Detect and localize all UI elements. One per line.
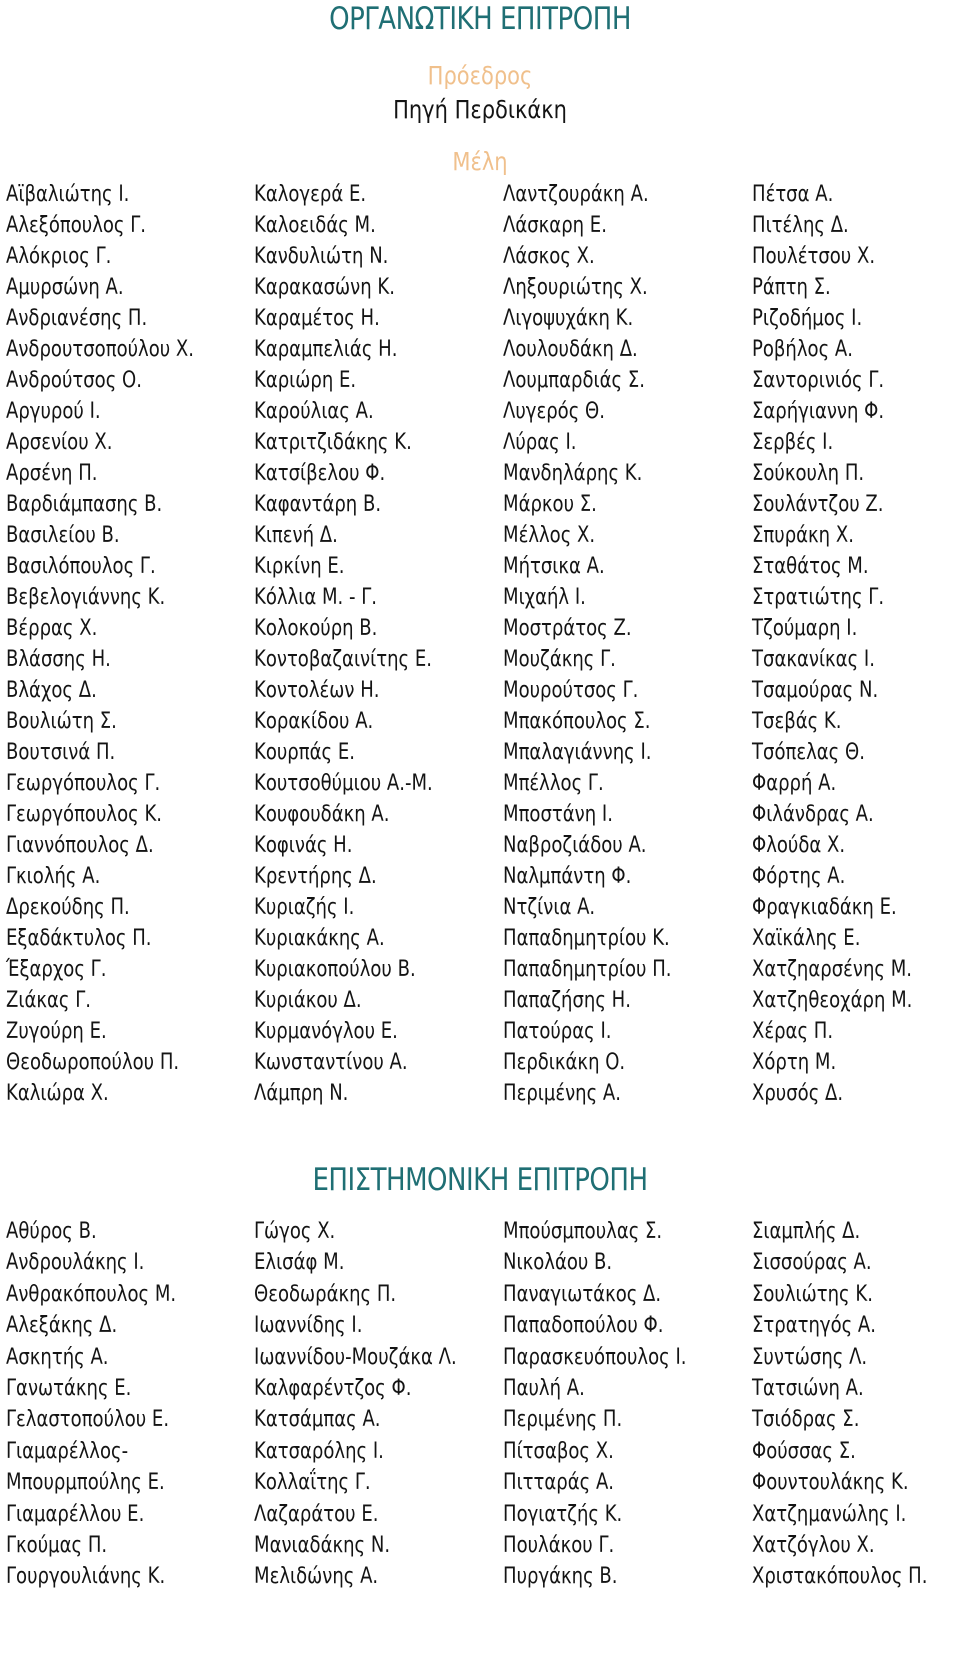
member-name: Αλεξόπουλος Γ. [6,213,147,238]
member-name: Κατριτζιδάκης Κ. [254,430,412,455]
member-name: Γουργουλιάνης Κ. [6,1564,166,1590]
member-name: Τσιόδρας Σ. [752,1407,860,1433]
member-name: Σούκουλη Π. [752,461,865,486]
scientific-members-column-3 [503,1216,743,1593]
member-name: Καλογερά Ε. [254,182,367,207]
member-name: Κιπενή Δ. [254,523,338,548]
member-name: Καραμέτος Η. [254,306,380,331]
member-name: Κυριακάκης Α. [254,926,385,951]
member-name: Φιλάνδρας Α. [752,802,874,827]
member-name: Κορακίδου Α. [254,709,374,734]
member-name: Γιαννόπουλος Δ. [6,833,154,858]
member-name: Σταθάτος Μ. [752,554,869,579]
member-name: Τζούμαρη Ι. [752,616,858,641]
member-name: Λιγοψυχάκη Κ. [503,306,634,331]
member-name: Δρεκούδης Π. [6,895,130,920]
member-name: Μπακόπουλος Σ. [503,709,651,734]
member-name: Ιωαννίδου-Μουζάκα Λ. [254,1344,457,1370]
member-name: Βεβελογιάννης Κ. [6,585,166,610]
member-name: Ανδρουτσοπούλου Χ. [6,337,195,362]
member-name: Καραμπελιάς Η. [254,337,398,362]
member-name: Σαντορινιός Γ. [752,368,885,393]
member-name: Καλιώρα Χ. [6,1081,109,1106]
member-name: Σπυράκη Χ. [752,523,854,548]
member-name: Κουτσοθύμιου Α.-Μ. [254,771,433,796]
member-name: Παπαδημητρίου Π. [503,957,672,982]
member-name: Γιαμαρέλλου Ε. [6,1501,145,1527]
member-name: Χριστακόπουλος Π. [752,1564,928,1590]
member-name: Κοντοβαζαινίτης Ε. [254,647,432,672]
member-name: Μπαλαγιάννης Ι. [503,740,652,765]
member-name: Γώγος Χ. [254,1219,336,1244]
member-name: Θεοδωράκης Π. [254,1281,397,1307]
member-name: Έξαρχος Γ. [6,957,107,982]
member-name: Φουντουλάκης Κ. [752,1470,909,1496]
member-name: Ροβήλος Α. [752,337,853,362]
member-name: Μπέλλος Γ. [503,771,604,796]
member-name: Ανδρουλάκης Ι. [6,1250,145,1276]
member-name: Βέρρας Χ. [6,616,98,641]
member-name: Λαζαράτου Ε. [254,1501,379,1527]
member-name: Μανδηλάρης Κ. [503,461,643,486]
member-name: Κυριάκου Δ. [254,988,362,1013]
member-name: Ασκητής Α. [6,1344,109,1370]
member-name: Τσεβάς Κ. [752,709,842,734]
organizing-members-column-3 [503,179,743,1109]
member-name: Περιμένης Π. [503,1407,623,1433]
member-name: Τατσιώνη Α. [752,1375,864,1401]
member-name: Κόλλια Μ. - Γ. [254,585,378,610]
member-name: Πίτσαβος Χ. [503,1438,614,1464]
member-name: Γιαμαρέλλος- [6,1438,129,1464]
member-name: Κιρκίνη Ε. [254,554,345,579]
member-name: Μανιαδάκης Ν. [254,1532,391,1558]
member-name: Καφαντάρη Β. [254,492,382,517]
member-name: Μέλλος Χ. [503,523,596,548]
member-name: Πουλάκου Γ. [503,1532,615,1558]
member-name: Αρσένη Π. [6,461,98,486]
member-name: Κουφουδάκη Α. [254,802,390,827]
member-name: Καριώρη Ε. [254,368,357,393]
member-name: Σισσούρας Α. [752,1250,872,1276]
president-name: Πηγή Περδικάκη [393,95,567,124]
member-name: Εξαδάκτυλος Π. [6,926,152,951]
member-name: Παναγιωτάκος Δ. [503,1281,662,1307]
member-name: Στρατιώτης Γ. [752,585,885,610]
member-name: Παρασκευόπουλος Ι. [503,1344,687,1370]
member-name: Χέρας Π. [752,1019,834,1044]
member-name: Βλάχος Δ. [6,678,97,703]
member-name: Αμυρσώνη Α. [6,275,124,300]
member-name: Φούσσας Σ. [752,1438,856,1464]
member-name: Κυριαζής Ι. [254,895,355,920]
member-name: Ανδριανέσης Π. [6,306,148,331]
member-name: Κατσίβελου Φ. [254,461,386,486]
scientific-members-column-4 [752,1216,957,1593]
member-name: Πογιατζής Κ. [503,1501,623,1527]
member-name: Σαρήγιαννη Φ. [752,399,885,424]
member-name: Χαϊκάλης Ε. [752,926,861,951]
member-name: Μουζάκης Γ. [503,647,616,672]
member-name: Περδικάκη Ο. [503,1050,626,1075]
member-name: Χόρτη Μ. [752,1050,837,1075]
member-name: Πιτταράς Α. [503,1470,615,1496]
member-name: Ληξουριώτης Χ. [503,275,648,300]
member-name: Γανωτάκης Ε. [6,1375,132,1401]
member-name: Γεωργόπουλος Γ. [6,771,161,796]
scientific-members-column-2 [254,1216,494,1593]
member-name: Βλάσσης Η. [6,647,111,672]
member-name: Λάμπρη Ν. [254,1081,349,1106]
scientific-committee-title: ΕΠΙΣΤΗΜΟΝΙΚΗ ΕΠΙΤΡΟΠΗ [312,1162,648,1198]
member-name: Ιωαννίδης Ι. [254,1313,363,1339]
member-name: Μποστάνη Ι. [503,802,613,827]
member-name: Κωνσταντίνου Α. [254,1050,408,1075]
member-name: Καρούλιας Α. [254,399,374,424]
member-name: Θεοδωροπούλου Π. [6,1050,180,1075]
member-name: Κολλαΐτης Γ. [254,1470,371,1496]
president-label: Πρόεδρος [427,61,533,90]
members-label: Μέλη [452,147,508,176]
member-name: Μπουρμπούλης Ε. [6,1470,165,1496]
member-name: Φόρτης Α. [752,864,846,889]
member-name: Κυριακοπούλου Β. [254,957,416,982]
member-name: Λαντζουράκη Α. [503,182,649,207]
member-name: Χατζόγλου Χ. [752,1532,875,1558]
member-name: Πυργάκης Β. [503,1564,618,1590]
member-name: Λύρας Ι. [503,430,577,455]
organizing-committee-title: ΟΡΓΑΝΩΤΙΚΗ ΕΠΙΤΡΟΠΗ [329,1,631,37]
member-name: Στρατηγός Α. [752,1313,877,1339]
member-name: Πατούρας Ι. [503,1019,612,1044]
member-name: Μιχαήλ Ι. [503,585,586,610]
member-name: Λουλουδάκη Δ. [503,337,638,362]
member-name: Νικολάου Β. [503,1250,613,1276]
member-name: Μάρκου Σ. [503,492,597,517]
member-name: Αθύρος Β. [6,1219,97,1244]
member-name: Τσακανίκας Ι. [752,647,875,672]
member-name: Αλόκριος Γ. [6,244,112,269]
member-name: Βασιλείου Β. [6,523,120,548]
member-name: Βαρδιάμπασης Β. [6,492,163,517]
member-name: Κατσαρόλης Ι. [254,1438,384,1464]
member-name: Κρεντήρης Δ. [254,864,377,889]
member-name: Καρακασώνη Κ. [254,275,395,300]
member-name: Λυγερός Θ. [503,399,605,424]
member-name: Λάσκαρη Ε. [503,213,607,238]
member-name: Ράπτη Σ. [752,275,831,300]
member-name: Μελιδώνης Α. [254,1564,379,1590]
member-name: Γελαστοπούλου Ε. [6,1407,170,1433]
member-name: Ελισάφ Μ. [254,1250,345,1276]
member-name: Χρυσός Δ. [752,1081,844,1106]
member-name: Μουρούτσος Γ. [503,678,639,703]
member-name: Παυλή Α. [503,1375,585,1401]
member-name: Ζιάκας Γ. [6,988,91,1013]
member-name: Σιαμπλής Δ. [752,1219,861,1244]
member-name: Αϊβαλιώτης Ι. [6,182,130,207]
member-name: Χατζημανώλης Ι. [752,1501,907,1527]
member-name: Ανδρούτσος Ο. [6,368,142,393]
member-name: Συντώσης Λ. [752,1344,868,1370]
member-name: Τσόπελας Θ. [752,740,865,765]
member-name: Γεωργόπουλος Κ. [6,802,163,827]
organizing-members-column-2 [254,179,494,1109]
member-name: Παπαδοπούλου Φ. [503,1313,664,1339]
member-name: Βουλιώτη Σ. [6,709,117,734]
member-name: Κοφινάς Η. [254,833,353,858]
member-name: Σερβές Ι. [752,430,834,455]
member-name: Παπαδημητρίου Κ. [503,926,670,951]
member-name: Βασιλόπουλος Γ. [6,554,156,579]
member-name: Γκιολής Α. [6,864,101,889]
member-name: Ναβροζιάδου Α. [503,833,647,858]
member-name: Κουρπάς Ε. [254,740,355,765]
member-name: Κοντολέων Η. [254,678,380,703]
member-name: Παπαζήσης Η. [503,988,631,1013]
member-name: Κολοκούρη Β. [254,616,378,641]
member-name: Χατζηθεοχάρη Μ. [752,988,913,1013]
member-name: Πουλέτσου Χ. [752,244,876,269]
member-name: Ανθρακόπουλος Μ. [6,1281,177,1307]
member-name: Ναλμπάντη Φ. [503,864,632,889]
member-name: Φαρρή Α. [752,771,837,796]
member-name: Τσαμούρας Ν. [752,678,879,703]
member-name: Σουλάντζου Ζ. [752,492,884,517]
member-name: Μήτσικα Α. [503,554,605,579]
member-name: Περιμένης Α. [503,1081,622,1106]
member-name: Πέτσα Α. [752,182,834,207]
organizing-members-column-1 [6,179,246,1109]
member-name: Φραγκιαδάκη Ε. [752,895,897,920]
member-name: Αρσενίου Χ. [6,430,113,455]
member-name: Καλοειδάς Μ. [254,213,376,238]
scientific-members-column-1 [6,1216,246,1593]
member-name: Ντζίνια Α. [503,895,596,920]
member-name: Καλφαρέντζος Φ. [254,1375,412,1401]
member-name: Μπούσμπουλας Σ. [503,1219,663,1244]
member-name: Βουτσινά Π. [6,740,116,765]
member-name: Χατζηαρσένης Μ. [752,957,913,982]
member-name: Αλεξάκης Δ. [6,1313,118,1339]
member-name: Πιτέλης Δ. [752,213,849,238]
member-name: Γκούμας Π. [6,1532,108,1558]
member-name: Ζυγούρη Ε. [6,1019,107,1044]
member-name: Κυρμανόγλου Ε. [254,1019,398,1044]
member-name: Λουμπαρδιάς Σ. [503,368,645,393]
member-name: Ριζοδήμος Ι. [752,306,863,331]
member-name: Κατσάμπας Α. [254,1407,381,1433]
organizing-members-column-4 [752,179,957,1109]
member-name: Σουλιώτης Κ. [752,1281,873,1307]
member-name: Κανδυλιώτη Ν. [254,244,389,269]
member-name: Φλούδα Χ. [752,833,846,858]
member-name: Αργυρού Ι. [6,399,101,424]
member-name: Λάσκος Χ. [503,244,595,269]
member-name: Μοστράτος Ζ. [503,616,632,641]
